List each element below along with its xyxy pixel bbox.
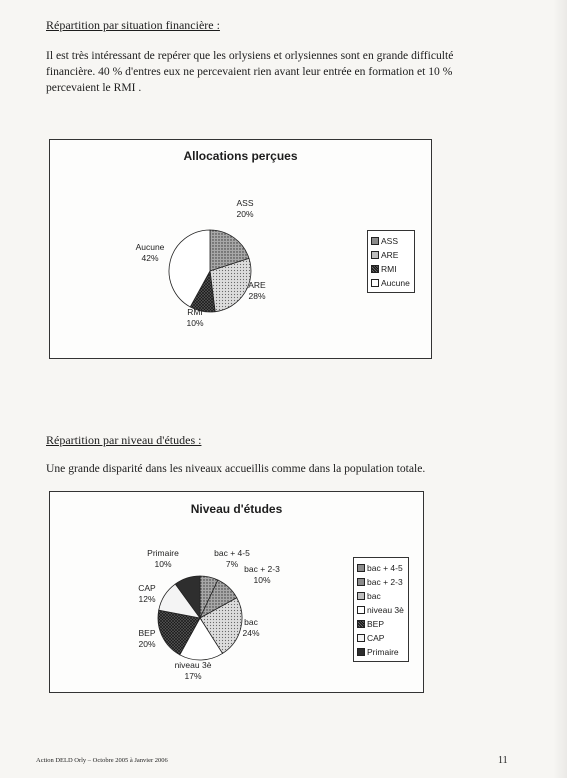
legend-swatch bbox=[357, 620, 365, 628]
legend-swatch bbox=[371, 237, 379, 245]
legend-item-aucune bbox=[371, 276, 410, 290]
slice-label: bac + 2-3 bbox=[244, 564, 280, 574]
legend-item-ass bbox=[371, 234, 410, 248]
slice-value-label: 10% bbox=[253, 575, 271, 585]
paragraph-line: Il est très intéressant de repérer que les orlysiens et orlysiennes sont en grande difficulté bbox=[46, 49, 454, 62]
slice-label: Primaire bbox=[147, 548, 179, 558]
legend-swatch bbox=[357, 592, 365, 600]
slice-label: RMI bbox=[187, 307, 203, 317]
slice-value-label: 24% bbox=[242, 628, 260, 638]
slice-value-label: 7% bbox=[225, 559, 239, 569]
legend-swatch bbox=[357, 634, 365, 642]
legend-item-cap bbox=[357, 631, 404, 645]
slice-value-label: 20% bbox=[138, 639, 156, 649]
slice-value-label: 42% bbox=[141, 253, 159, 263]
section-title-education: Répartition par niveau d'études : bbox=[46, 433, 202, 447]
chart-title: Niveau d'études bbox=[190, 502, 283, 516]
chart-niveau-etudes bbox=[49, 491, 424, 693]
slice-value-label: 28% bbox=[248, 291, 266, 301]
slice-label: ASS bbox=[236, 198, 254, 208]
footer-text: Action DELD Orly – Octobre 2005 à Janvier 2006 bbox=[36, 757, 168, 764]
legend-item-niveau-3 bbox=[357, 603, 404, 617]
slice-label: Aucune bbox=[135, 242, 165, 252]
slice-label: bac + 4-5 bbox=[214, 548, 250, 558]
legend-item-bac bbox=[357, 589, 404, 603]
chart-title: Allocations perçues bbox=[183, 149, 298, 163]
legend-label: CAP bbox=[367, 633, 385, 643]
legend-item-are bbox=[371, 248, 410, 262]
legend-label: ARE bbox=[381, 250, 399, 260]
legend-swatch bbox=[371, 251, 379, 259]
legend-label: bac bbox=[367, 591, 381, 601]
legend-label: bac + 2-3 bbox=[367, 577, 403, 587]
chart-legend bbox=[353, 557, 409, 662]
legend-item-bac-4-5 bbox=[357, 561, 404, 575]
legend-swatch bbox=[357, 564, 365, 572]
paragraph-line: percevaient le RMI . bbox=[46, 81, 142, 94]
legend-swatch bbox=[371, 279, 379, 287]
slice-label: bac bbox=[244, 617, 258, 627]
legend-item-bep bbox=[357, 617, 404, 631]
legend-label: Primaire bbox=[367, 647, 399, 657]
legend-swatch bbox=[371, 265, 379, 273]
legend-item-primaire bbox=[357, 645, 404, 659]
slice-label: BEP bbox=[138, 628, 156, 638]
legend-label: niveau 3è bbox=[367, 605, 404, 615]
paragraph-line: Une grande disparité dans les niveaux accueillis comme dans la population totale. bbox=[46, 462, 426, 475]
legend-label: ASS bbox=[381, 236, 399, 246]
chart-legend bbox=[367, 230, 415, 293]
legend-label: BEP bbox=[367, 619, 385, 629]
slice-value-label: 17% bbox=[184, 671, 202, 681]
chart-allocations bbox=[49, 139, 432, 359]
slice-value-label: 20% bbox=[236, 209, 254, 219]
slice-value-label: 10% bbox=[186, 318, 204, 328]
legend-item-rmi bbox=[371, 262, 410, 276]
paragraph-line: financière. 40 % d'entres eux ne percevaient rien avant leur entrée en formation et 10 % bbox=[46, 65, 453, 78]
slice-label: CAP bbox=[138, 583, 156, 593]
slice-value-label: 12% bbox=[138, 594, 156, 604]
section-title-financial: Répartition par situation financière : bbox=[46, 18, 220, 32]
scan-edge-shadow bbox=[553, 0, 567, 778]
legend-swatch bbox=[357, 578, 365, 586]
legend-label: bac + 4-5 bbox=[367, 563, 403, 573]
page-number: 11 bbox=[498, 755, 508, 766]
legend-item-bac-2-3 bbox=[357, 575, 404, 589]
legend-label: RMI bbox=[381, 264, 397, 274]
legend-label: Aucune bbox=[381, 278, 410, 288]
slice-label: ARE bbox=[248, 280, 266, 290]
legend-swatch bbox=[357, 606, 365, 614]
slice-label: niveau 3è bbox=[174, 660, 212, 670]
slice-value-label: 10% bbox=[154, 559, 172, 569]
legend-swatch bbox=[357, 648, 365, 656]
